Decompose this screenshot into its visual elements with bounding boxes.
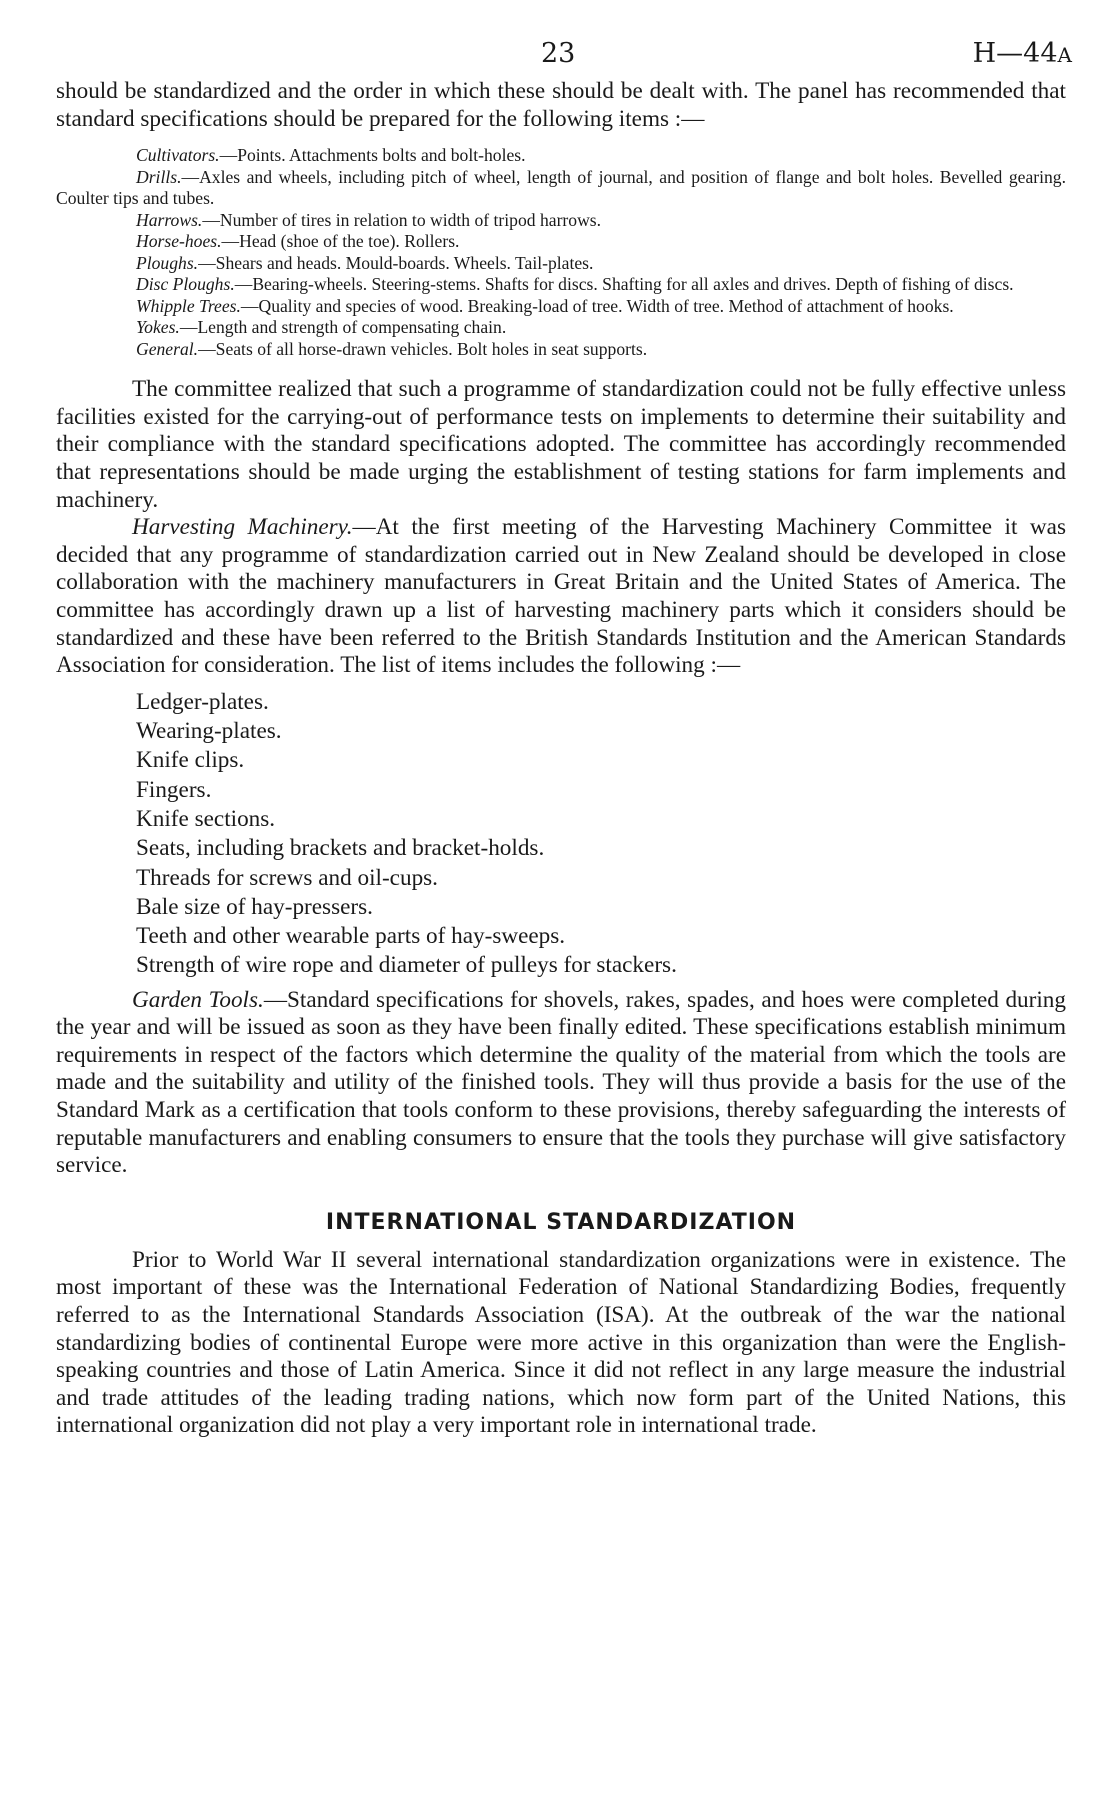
- page-number: 23: [541, 38, 576, 69]
- spec-item: [56, 145, 1066, 167]
- spec-item-text: —Length and strength of compensating chain.: [179, 317, 507, 338]
- document-code-suffix: A: [1057, 43, 1072, 67]
- page-body: [56, 78, 1066, 1440]
- spec-item: [56, 167, 1066, 210]
- garden-tools-label: Garden Tools.: [132, 986, 264, 1013]
- list-item: Wearing-plates.: [136, 718, 282, 745]
- spec-item: [56, 339, 1066, 361]
- spec-item-text: —Bearing-wheels. Steering-stems. Shafts for discs. Shafting for all axles and drives. Depth of fishing of discs.: [234, 274, 1014, 295]
- spec-item: [56, 253, 1066, 275]
- harvesting-label: Harvesting Machinery.: [132, 514, 353, 541]
- international-paragraph: Prior to World War II several international standardization organizations were in existence. The most important of these was the International Federation of National Standardizing Bodies, frequently referred to as the International Standards Association (ISA). At the outbreak of the war the national standardizing bodies of continental Europe were more active in this organization than were the English-speaking countries and those of Latin America. Since it did not reflect in any large measure the industrial and trade attitudes of the leading trading nations, which now form part of the United Nations, this international organization did not play a very important role in international trade.: [56, 1246, 1066, 1439]
- list-item: Teeth and other wearable parts of hay-sweeps.: [136, 923, 566, 950]
- spec-item-text: —Seats of all horse-drawn vehicles. Bolt holes in seat supports.: [198, 338, 648, 359]
- garden-tools-text: —Standard specifications for shovels, rakes, spades, and hoes were completed during the year and will be issued as soon as they have been finally edited. These specifications establish minimum requirements in respect of the factors which determine the quality of the material from which the tools are made and the suitability and utility of the finished tools. They will thus provide a basis for the use of the Standard Mark as a certification that tools conform to these provisions, thereby safeguarding the interests of reputable manufacturers and enabling consumers to ensure that the tools they purchase will give satisfactory service.: [56, 986, 1066, 1179]
- committee-paragraph: The committee realized that such a programme of standardization could not be fully effective unless facilities existed for the carrying-out of performance tests on implements to determine their suitability and their compliance with the standard specifications adopted. The committee has accordingly recommended that representations should be made urging the establishment of testing stations for farm implements and machinery.: [56, 376, 1066, 513]
- spec-item-label: Disc Ploughs.: [136, 274, 235, 295]
- list-item: Knife clips.: [136, 747, 245, 774]
- spec-item: [56, 317, 1066, 339]
- spec-item: [56, 274, 1066, 296]
- spec-items-list: [56, 145, 1066, 360]
- spec-item-label: Whipple Trees.: [136, 295, 241, 316]
- document-code-main: H—44: [972, 38, 1058, 69]
- spec-item-text: —Number of tires in relation to width of tripod harrows.: [202, 209, 602, 230]
- list-item: Knife sections.: [136, 805, 276, 832]
- page-header: [56, 38, 1072, 78]
- list-item: Seats, including brackets and bracket-holds.: [136, 835, 545, 862]
- list-item: Threads for screws and oil-cups.: [136, 864, 438, 891]
- spec-item-label: Yokes.: [136, 317, 180, 338]
- spec-item-text: —Axles and wheels, including pitch of wheel, length of journal, and position of flange and bolt holes. Bevelled gearing. Coulter tips and tubes.: [56, 166, 1066, 209]
- spec-item-text: —Head (shoe of the toe). Rollers.: [221, 231, 460, 252]
- list-item: Bale size of hay-pressers.: [136, 893, 373, 920]
- spec-item-label: Drills.: [136, 166, 182, 187]
- spec-item-label: Ploughs.: [136, 252, 199, 273]
- document-page: [56, 38, 1072, 1440]
- spec-item-label: Cultivators.: [136, 145, 220, 166]
- harvesting-text: —At the first meeting of the Harvesting Machinery Committee it was decided that any programme of standardization carried out in New Zealand should be developed in close collaboration with the machinery manufacturers in Great Britain and the United States of America. The committee has accordingly drawn up a list of harvesting machinery parts which it considers should be standardized and these have been referred to the British Standards Institution and the American Standards Association for consideration. The list of items includes the following :—: [56, 514, 1066, 679]
- spec-item-label: Harrows.: [136, 209, 203, 230]
- spec-item: [56, 210, 1066, 232]
- spec-item-text: —Shears and heads. Mould-boards. Wheels. Tail-plates.: [198, 252, 594, 273]
- harvesting-paragraph: [56, 514, 1066, 680]
- spec-item: [56, 296, 1066, 318]
- spec-item-label: Horse-hoes.: [136, 231, 222, 252]
- spec-item: [56, 231, 1066, 253]
- list-item: Fingers.: [136, 776, 212, 803]
- spec-item-text: —Points. Attachments bolts and bolt-holes.: [219, 145, 526, 166]
- spec-item-label: General.: [136, 338, 199, 359]
- section-heading: INTERNATIONAL STANDARDIZATION: [325, 1209, 797, 1235]
- intro-paragraph: should be standardized and the order in which these should be dealt with. The panel has recommended that standard specifications should be prepared for the following items :—: [56, 78, 1066, 132]
- spec-item-text: —Quality and species of wood. Breaking-load of tree. Width of tree. Method of attachment of hooks.: [240, 295, 954, 316]
- list-item: Strength of wire rope and diameter of pulleys for stackers.: [136, 952, 677, 979]
- document-code: [973, 38, 1072, 69]
- harvest-items-list: [136, 688, 1066, 981]
- list-item: Ledger-plates.: [136, 688, 269, 715]
- garden-tools-paragraph: [56, 987, 1066, 1180]
